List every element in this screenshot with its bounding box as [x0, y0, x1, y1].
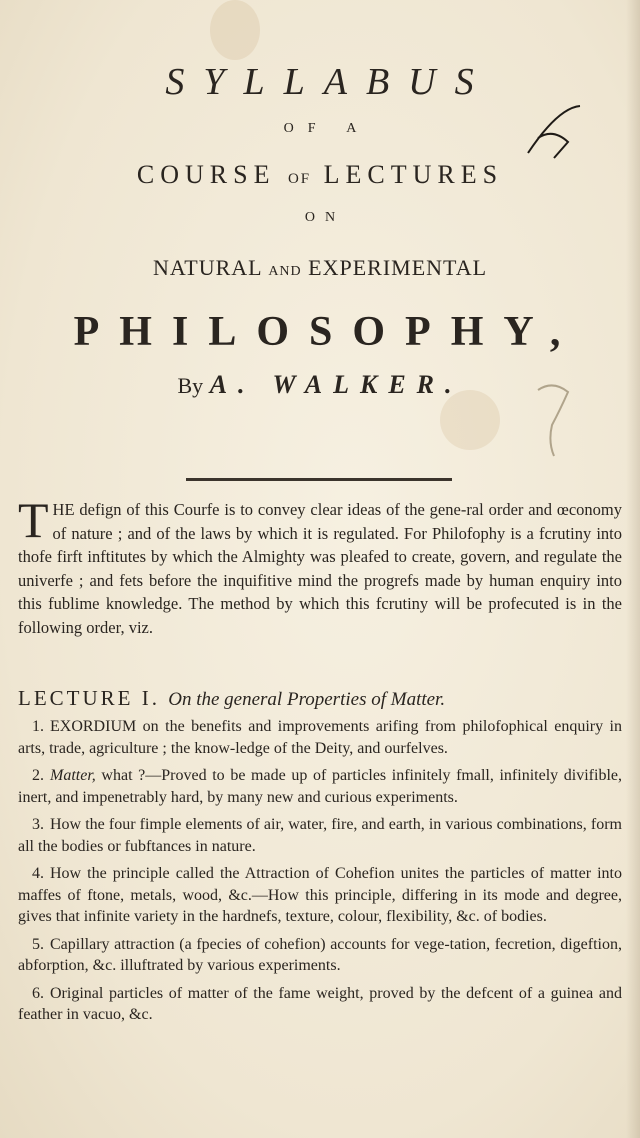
- paper-stain: [210, 0, 260, 60]
- byline-by: By: [177, 373, 204, 398]
- title-on: ON: [304, 210, 346, 225]
- item-text: Original particles of matter of the fame weight, proved by the defcent of a guinea and feather in vacuo, &c.: [18, 984, 622, 1023]
- title-of-a: OF A: [283, 121, 371, 136]
- dropcap: T: [18, 492, 49, 548]
- list-item: [18, 765, 622, 808]
- lecture-subject: On the general Properties of Matter.: [168, 689, 446, 710]
- title-syllabus: SYLLABUS: [165, 61, 493, 103]
- item-text: Capillary attraction (a fpecies of cohefion) accounts for vege-tation, fecretion, digeftion, abforption, &c. illuftrated by various experiments.: [18, 935, 622, 974]
- byline-author: A. WALKER.: [209, 370, 463, 399]
- intro-paragraph: [18, 492, 622, 639]
- title-lectures: LECTURES: [323, 160, 504, 189]
- item-number: 6.: [32, 984, 44, 1002]
- title-philosophy: PHILOSOPHY,: [73, 309, 581, 355]
- title-rule: [186, 478, 452, 481]
- item-number: 4.: [32, 865, 44, 882]
- intro-text: HE defign of this Courfe is to convey clear ideas of the gene-ral order and œconomy of nature ; and of the laws by which it is regulated. For Philofophy is a fcrutiny into thofe firft inftitutes by which the Almighty was pleafed to create, govern, and regulate the univerfe ; and fets before the inquifitive mind the progrefs made by human enquiry into this fublime knowledge. The method by which this fcrutiny will be profecuted is in the following order, viz.: [18, 500, 622, 637]
- list-item: [18, 863, 622, 928]
- item-lead: EXORDIUM: [50, 718, 137, 735]
- item-lead: Matter,: [50, 767, 96, 784]
- handwritten-mark-icon: [518, 98, 588, 168]
- title-experimental: EXPERIMENTAL: [308, 255, 488, 280]
- list-item: [18, 814, 622, 857]
- title-of: OF: [287, 171, 312, 187]
- item-text: what ?—Proved to be made up of particles infinitely fmall, infinitely divifible, inert, and impenetrably hard, by many new and curious experiments.: [18, 767, 622, 806]
- list-item: [18, 983, 622, 1026]
- item-text: on the benefits and improvements arifing from philofophical enquiry in arts, trade, agriculture ; the know-ledge of the Deity, and ourfelves.: [18, 718, 622, 757]
- title-natural: NATURAL: [152, 255, 262, 280]
- item-number: 3.: [32, 816, 44, 833]
- title-and: AND: [268, 264, 302, 279]
- lecture-items: [18, 716, 622, 1032]
- list-item: [18, 934, 622, 977]
- item-number: 2.: [32, 767, 44, 784]
- ink-blot-ornament-icon: [508, 370, 588, 460]
- lecture-label: LECTURE I.: [18, 686, 160, 710]
- list-item: [18, 716, 622, 759]
- item-number: 1.: [32, 718, 44, 735]
- lecture-heading: [18, 686, 622, 711]
- item-text: How the principle called the Attraction of Cohefion unites the particles of matter into maffes of ftone, metals, wood, &c.—How this principle, differing in its mode and degree, gives that infinite variety in the hardnefs, texture, colour, flexibility, &c. of bodies.: [18, 865, 622, 925]
- title-natural-line: [0, 255, 640, 281]
- item-number: 5.: [32, 935, 44, 953]
- title-course: COURSE: [136, 160, 276, 189]
- item-text: How the four fimple elements of air, water, fire, and earth, in various combinations, form all the bodies or fubftances in nature.: [18, 816, 622, 855]
